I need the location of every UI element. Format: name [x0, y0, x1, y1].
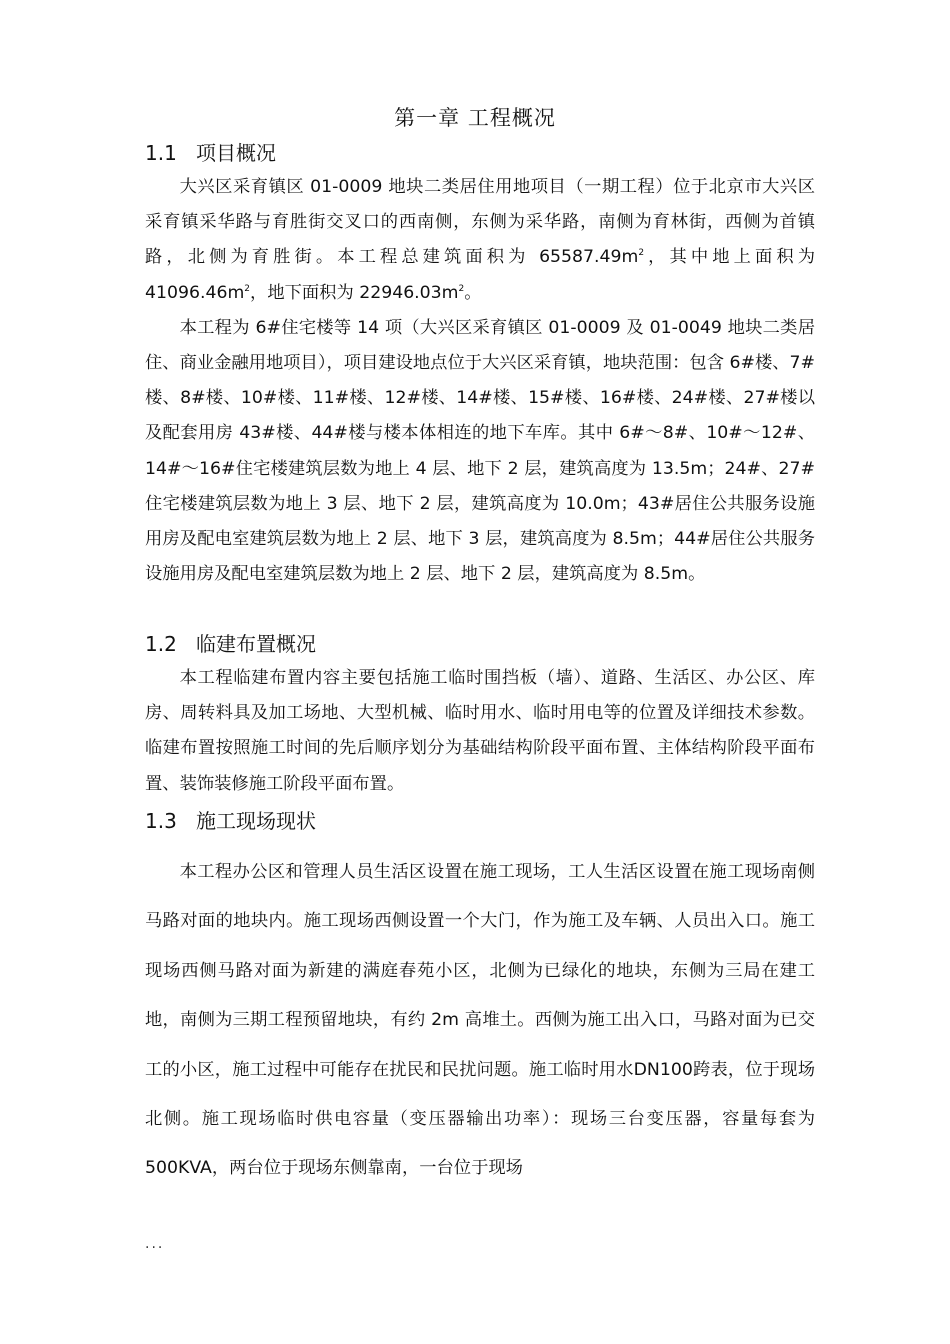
section-site-status — [145, 804, 815, 1194]
superscript: 2 — [244, 283, 251, 294]
section-heading — [145, 136, 815, 170]
paragraph-text: 。 — [464, 282, 482, 303]
section-heading — [145, 804, 815, 838]
paragraph-text: ，地下面积为 22946.03m — [250, 282, 459, 303]
paragraph: 本工程办公区和管理人员生活区设置在施工现场，工人生活区设置在施工现场南侧马路对面的地块内。施工现场西侧设置一个大门，作为施工及车辆、人员出入口。施工现场西侧马路对面为新建的满庭春苑小区，北侧为已绿化的地块，东侧为三局在建工地，南侧为三期工程预留地块，有约 2m 高堆土。西侧为施工出入口，马路对面为已交工的小区，施工过程中可能存在扰民和民扰问题。施工临时用水DN100跨表，位于现场北侧。施工现场临时供电容量（变压器输出功率）：现场三台变压器，容量每套为500KVA，两台位于现场东侧靠南，一台位于现场 — [145, 862, 815, 1179]
paragraph — [145, 170, 815, 311]
chapter-title: 第一章 工程概况 — [394, 106, 556, 130]
paragraph: 本工程临建布置内容主要包括施工临时围挡板（墙）、道路、生活区、办公区、库房、周转料具及加工场地、大型机械、临时用水、临时用电等的位置及详细技术参数。临建布置按照施工时间的先后顺序划分为基础结构阶段平面布置、主体结构阶段平面布置、装饰装修施工阶段平面布置。 — [145, 668, 815, 794]
superscript: 2 — [458, 283, 465, 294]
section-project-overview — [145, 136, 815, 592]
section-number: 1.1 — [145, 141, 177, 165]
section-number: 1.2 — [145, 632, 177, 656]
section-title: 项目概况 — [196, 141, 276, 165]
section-title: 施工现场现状 — [196, 809, 316, 833]
superscript: 2 — [638, 248, 645, 259]
page-footer: ... — [145, 1236, 165, 1252]
paragraph: 本工程为 6#住宅楼等 14 项（大兴区采育镇区 01-0009 及 01-0049 地块二类居住、商业金融用地项目），项目建设地点位于大兴区采育镇，地块范围：包含 6#楼、7#楼、8#楼、10#楼、11#楼、12#楼、14#楼、15#楼、16#楼、24#楼、27#楼以及配套用房 43#楼、44#楼与楼本体相连的地下车库。其中 6#～8#、10#～12#、14#～16#住宅楼建筑层数为地上 4 层、地下 2 层，建筑高度为 13.5m；24#、27#住宅楼建筑层数为地上 3 层、地下 2 层，建筑高度为 10.0m；43#居住公共服务设施用房及配电室建筑层数为地上 2 层、地下 3 层，建筑高度为 8.5m；44#居住公共服务设施用房及配电室建筑层数为地上 2 层、地下 2 层，建筑高度为 8.5m。 — [145, 317, 815, 585]
section-number: 1.3 — [145, 809, 177, 833]
paragraph-text: ，其中地上面积为 41096.46m — [145, 247, 815, 303]
section-title: 临建布置概况 — [196, 632, 316, 656]
section-temporary-layout — [145, 627, 815, 802]
section-heading — [145, 627, 815, 661]
paragraph-text: 大兴区采育镇区 01-0009 地块二类居住用地项目（一期工程）位于北京市大兴区采育镇采华路与育胜街交叉口的西南侧，东侧为采华路，南侧为育林街，西侧为首镇路，北侧为育胜街。本工程总建筑面积为 65587.49m — [145, 177, 815, 268]
